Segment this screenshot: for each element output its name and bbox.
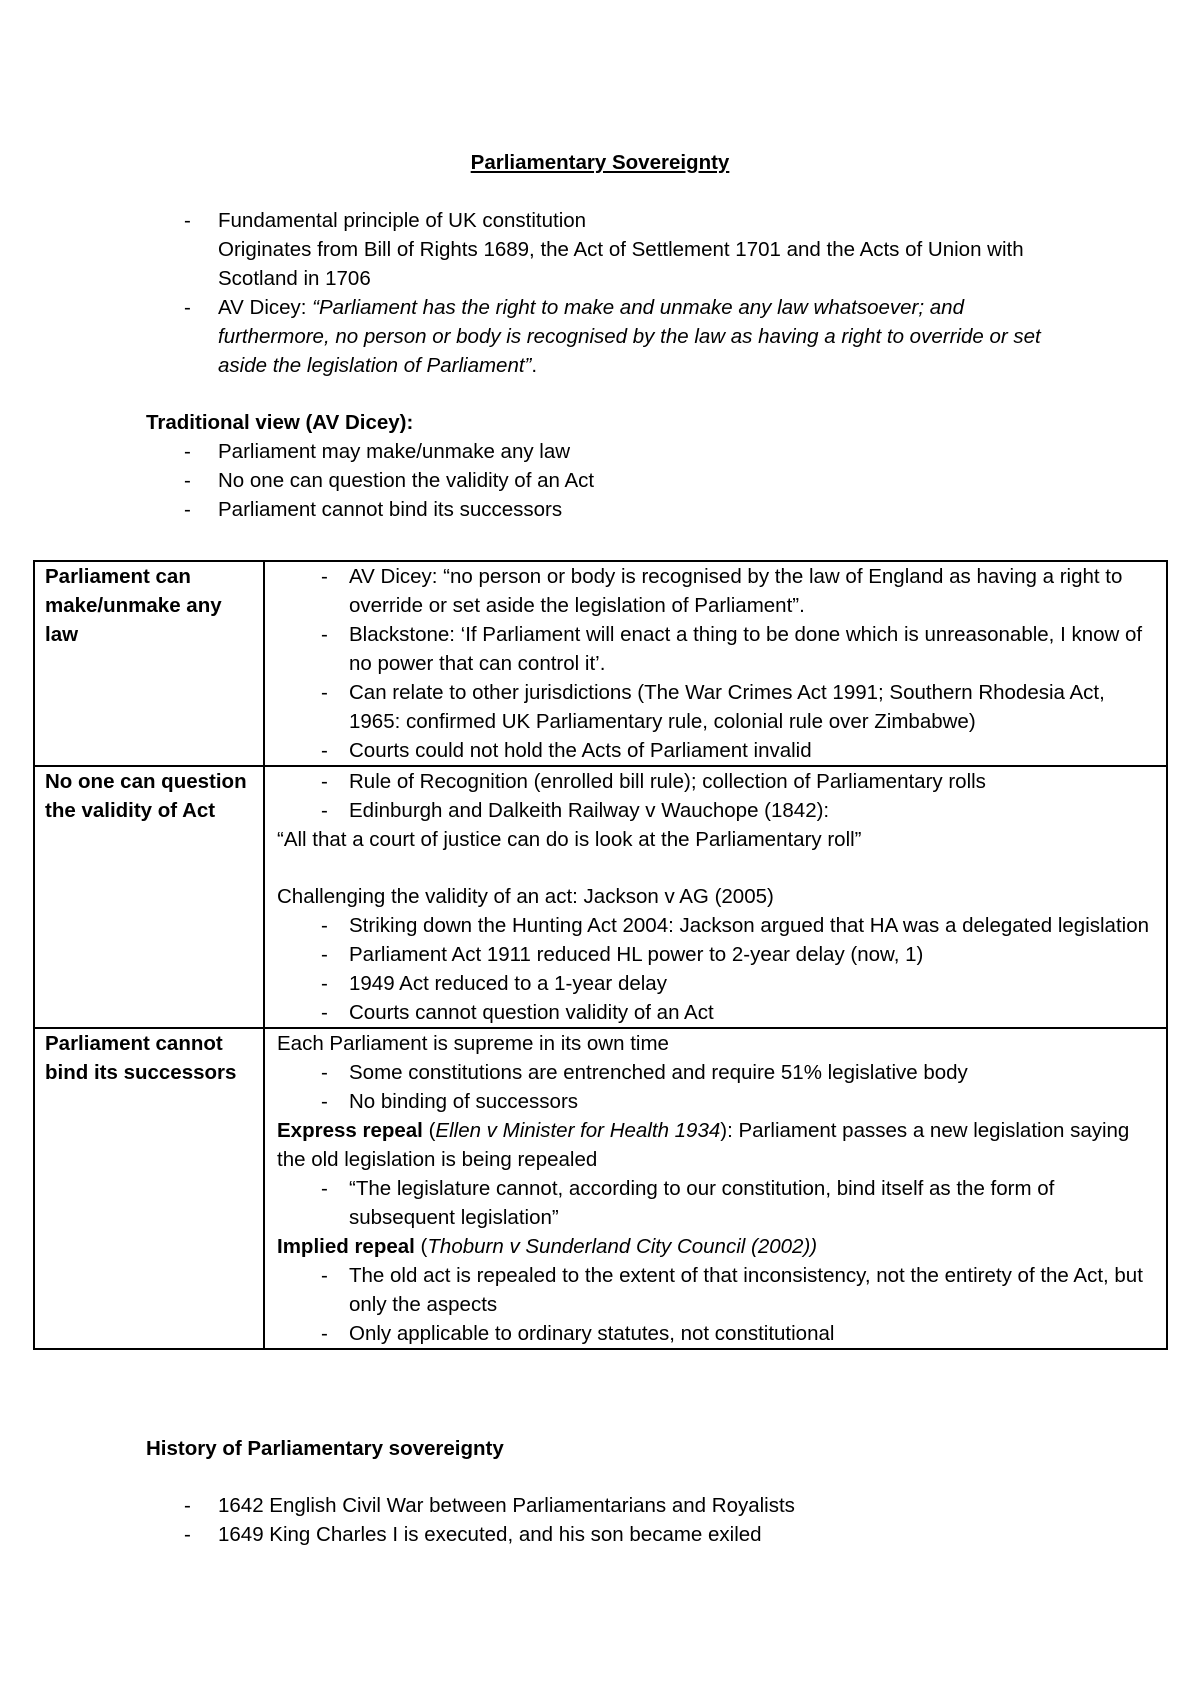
list-item: - Parliament Act 1911 reduced HL power to 2-year delay (now, 1) xyxy=(321,943,924,966)
list-item: - Courts could not hold the Acts of Parliament invalid xyxy=(321,739,812,762)
sovereignty-table xyxy=(33,560,1168,1350)
list-item: - No one can question the validity of an Act xyxy=(0,466,1078,495)
list-item: - Only applicable to ordinary statutes, not constitutional xyxy=(321,1322,835,1345)
list-item: - 1649 King Charles I is executed, and his son became exiled xyxy=(0,1520,1078,1549)
express-repeal: Express repeal (Ellen v Minister for Health 1934): Parliament passes a new legislation saying the old legislation is being repealed xyxy=(277,1119,1130,1171)
dicey-quote: “Parliament has the right to make and unmake any law whatsoever; and furthermore, no person or body is recognised by the law as having a right to override or set aside the legislation of Parliament” xyxy=(218,296,1041,377)
list-item: - Can relate to other jurisdictions (The War Crimes Act 1991; Southern Rhodesia Act, 1965: confirmed UK Parliamentary rule, colonial rule over Zimbabwe) xyxy=(321,681,1105,733)
intro-list xyxy=(0,206,1200,524)
table-row xyxy=(34,766,1167,1028)
list-item: - Parliament may make/unmake any law xyxy=(0,437,1078,466)
row-label: No one can question the validity of Act xyxy=(34,766,264,1028)
table-row xyxy=(34,561,1167,766)
dash-bullet: - xyxy=(184,440,191,463)
list-item: - AV Dicey: “no person or body is recognised by the law of England as having a right to override or set aside the legislation of Parliament”. xyxy=(321,565,1123,617)
row-intro: Each Parliament is supreme in its own time xyxy=(277,1032,669,1055)
row-content xyxy=(264,1028,1167,1349)
list-item: - Parliament cannot bind its successors xyxy=(0,495,1078,524)
list-item: - Striking down the Hunting Act 2004: Jackson argued that HA was a delegated legislation xyxy=(321,914,1150,937)
list-item: - Courts cannot question validity of an Act xyxy=(321,1001,714,1024)
row-content xyxy=(264,561,1167,766)
page-title: Parliamentary Sovereignty xyxy=(470,151,730,174)
traditional-view-heading: Traditional view (AV Dicey): xyxy=(146,411,414,434)
list-item: - Blackstone: ‘If Parliament will enact a thing to be done which is unreasonable, I know of no power that can control it’. xyxy=(321,623,1143,675)
list-item: - 1642 English Civil War between Parliamentarians and Royalists xyxy=(0,1491,1078,1520)
list-item: - 1949 Act reduced to a 1-year delay xyxy=(321,972,667,995)
dash-bullet: - xyxy=(184,296,191,319)
dash-bullet: - xyxy=(184,469,191,492)
dash-bullet: - xyxy=(184,209,191,232)
list-item: - AV Dicey: “Parliament has the right to make and unmake any law whatsoever; and furthermore, no person or body is recognised by the law as having a right to override or set aside the legislation of Parliament”. xyxy=(0,293,1078,380)
list-item: - Rule of Recognition (enrolled bill rule); collection of Parliamentary rolls xyxy=(321,770,986,793)
list-item: - The old act is repealed to the extent of that inconsistency, not the entirety of the Act, but only the aspects xyxy=(321,1264,1143,1316)
row-label: Parliament can make/unmake any law xyxy=(34,561,264,766)
history-section xyxy=(0,1434,1200,1549)
table-row xyxy=(34,1028,1167,1349)
dash-bullet: - xyxy=(184,498,191,521)
list-item: - “The legislature cannot, according to our constitution, bind itself as the form of subsequent legislation” xyxy=(321,1177,1055,1229)
implied-repeal: Implied repeal (Thoburn v Sunderland City Council (2002)) xyxy=(277,1235,818,1258)
challenge-heading: Challenging the validity of an act: Jackson v AG (2005) xyxy=(277,885,774,908)
history-heading: History of Parliamentary sovereignty xyxy=(146,1437,504,1460)
list-item: - Some constitutions are entrenched and require 51% legislative body xyxy=(321,1061,968,1084)
court-quote: “All that a court of justice can do is look at the Parliamentary roll” xyxy=(277,828,862,851)
list-item: - Fundamental principle of UK constitution Originates from Bill of Rights 1689, the Act of Settlement 1701 and the Acts of Union with Scotland in 1706 xyxy=(0,206,1078,293)
list-item: - No binding of successors xyxy=(321,1090,579,1113)
list-item: - Edinburgh and Dalkeith Railway v Wauchope (1842): xyxy=(321,799,830,822)
row-content xyxy=(264,766,1167,1028)
dash-bullet: - xyxy=(184,1523,191,1546)
row-label: Parliament cannot bind its successors xyxy=(34,1028,264,1349)
dash-bullet: - xyxy=(184,1494,191,1517)
